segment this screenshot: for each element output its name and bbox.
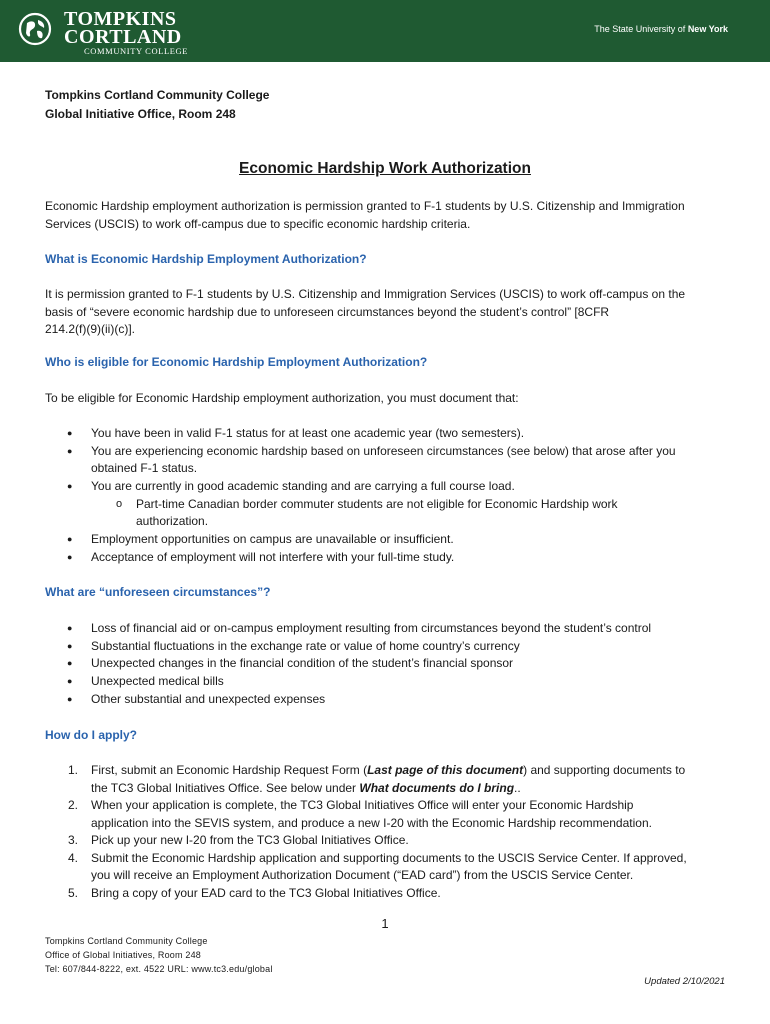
- logo-text-cortland: CORTLAND: [64, 26, 182, 48]
- intro-line-2: Services (USCIS) to work off-campus due to specific economic hardship criteria.: [45, 216, 471, 231]
- address-line-1: Tompkins Cortland Community College: [45, 88, 270, 102]
- page-title: Economic Hardship Work Authorization: [239, 160, 531, 177]
- step-1-cont-end: ..: [514, 780, 521, 795]
- section-heading-who-eligible: Who is eligible for Economic Hardship Employment Authorization?: [45, 355, 428, 369]
- step-1: [91, 762, 685, 780]
- eligibility-intro: To be eligible for Economic Hardship employment authorization, you must document that:: [45, 391, 519, 405]
- section1-line-1: It is permission granted to F-1 students by U.S. Citizenship and Immigration Services (USCIS) to work off-campus on the: [45, 287, 686, 301]
- step-number: 4.: [68, 850, 79, 865]
- eligibility-subitem-1-cont: authorization.: [136, 514, 209, 528]
- step-5: Bring a copy of your EAD card to the TC3 Global Initiatives Office.: [91, 885, 441, 900]
- list-item: Unexpected medical bills: [91, 674, 224, 688]
- step-2-cont: application into the SEVIS system, and produce a new I-20 with the Economic Hardship recommendation.: [91, 815, 652, 830]
- list-item: Loss of financial aid or on-campus employment resulting from circumstances beyond the student’s control: [91, 621, 652, 635]
- section-heading-unforeseen: What are “unforeseen circumstances”?: [45, 585, 271, 599]
- section1-line-3: 214.2(f)(9)(ii)(c)].: [45, 322, 136, 336]
- suny-tagline-bold: New York: [687, 24, 728, 34]
- suny-tagline: [594, 24, 728, 34]
- bullet-icon: ●: [67, 551, 73, 562]
- eligibility-item-2-cont: obtained F-1 status.: [91, 461, 198, 475]
- logo-text-tompkins: TOMPKINS: [64, 8, 177, 30]
- section-heading-what-is: What is Economic Hardship Employment Authorization?: [45, 252, 367, 266]
- bullet-icon: ●: [67, 676, 73, 686]
- step-4-cont: you will receive an Employment Authorization Document (“EAD card”) from the USCIS Service Center.: [91, 868, 634, 882]
- updated-date: Updated 2/10/2021: [644, 976, 725, 987]
- bullet-icon: ●: [67, 481, 73, 491]
- step-number: 2.: [68, 798, 79, 812]
- list-item: Unexpected changes in the financial condition of the student’s financial sponsor: [91, 656, 514, 670]
- step-1-cont-emphasis: What documents do I bring: [359, 780, 515, 795]
- footer-line-3: Tel: 607/844-8222, ext. 4522 URL: www.tc3.edu/global: [45, 964, 273, 974]
- section-heading-how-apply: How do I apply?: [45, 728, 137, 742]
- eligibility-item-3: You are currently in good academic standing and are carrying a full course load.: [91, 479, 515, 493]
- bullet-icon: ●: [67, 623, 73, 633]
- suny-tagline-prefix: The State University of: [594, 24, 686, 34]
- step-1-text: First, submit an Economic Hardship Request Form (: [91, 763, 368, 777]
- eligibility-item-1: You have been in valid F-1 status for at least one academic year (two semesters).: [91, 426, 525, 440]
- eligibility-item-2: You are experiencing economic hardship based on unforeseen circumstances (see below) that arose after you: [91, 443, 676, 458]
- step-number: 3.: [68, 833, 79, 847]
- footer-line-1: Tompkins Cortland Community College: [45, 936, 208, 946]
- step-2: When your application is complete, the TC3 Global Initiatives Office will enter your Economic Hardship: [91, 798, 634, 812]
- step-1-emphasis: Last page of this document: [367, 763, 524, 777]
- step-1-cont: [91, 780, 521, 798]
- page-number: 1: [381, 916, 389, 931]
- eligibility-item-5: Acceptance of employment will not interfere with your full-time study.: [91, 549, 455, 564]
- logo-text-community-college: COMMUNITY COLLEGE: [84, 46, 189, 56]
- globe-logo-icon: [18, 12, 52, 46]
- bullet-icon: ●: [67, 658, 73, 668]
- step-1-cont-text: the TC3 Global Initiatives Office. See below under: [91, 780, 360, 795]
- section1-line-2: basis of “severe economic hardship due to unforeseen circumstances beyond the student’s control” [8CFR: [45, 304, 610, 319]
- bullet-icon: ●: [67, 640, 73, 651]
- eligibility-subitem-1: Part-time Canadian border commuter students are not eligible for Economic Hardship work: [136, 496, 618, 511]
- step-4: Submit the Economic Hardship application and supporting documents to the USCIS Service Center. If approved,: [91, 850, 687, 865]
- eligibility-item-4: Employment opportunities on campus are unavailable or insufficient.: [91, 532, 454, 546]
- list-item: Other substantial and unexpected expenses: [91, 691, 326, 706]
- footer-line-2: Office of Global Initiatives, Room 248: [45, 950, 202, 960]
- step-number: 1.: [68, 763, 79, 777]
- step-3: Pick up your new I-20 from the TC3 Global Initiatives Office.: [91, 833, 409, 847]
- bullet-icon: ●: [67, 693, 73, 704]
- address-line-2: Global Initiative Office, Room 248: [45, 107, 236, 121]
- step-1-text-end: ) and supporting documents to: [523, 763, 686, 777]
- bullet-icon: ●: [67, 534, 73, 544]
- college-logo[interactable]: [18, 10, 238, 54]
- sub-bullet-icon: o: [116, 497, 123, 510]
- intro-line-1: Economic Hardship employment authorization is permission granted to F-1 students by U.S. Citizenship and Immigration: [45, 199, 685, 213]
- list-item: Substantial fluctuations in the exchange rate or value of home country’s currency: [91, 638, 520, 653]
- header-banner: [0, 0, 770, 62]
- step-number: 5.: [68, 885, 79, 900]
- bullet-icon: ●: [67, 428, 73, 438]
- bullet-icon: ●: [67, 445, 73, 456]
